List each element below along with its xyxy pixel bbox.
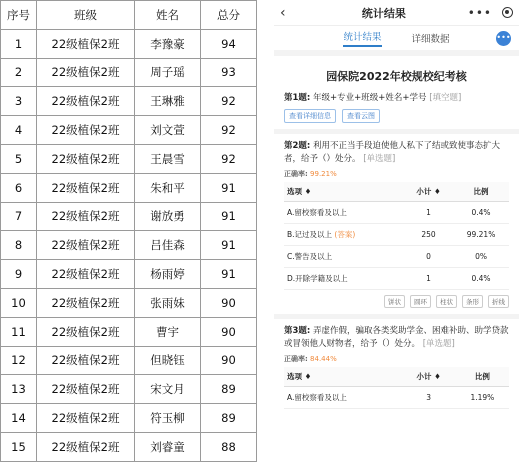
table-cell: 22级植保2班 — [37, 231, 135, 260]
table-cell: 8 — [1, 231, 37, 260]
table-cell: 1 — [1, 29, 37, 58]
option-count: 250 — [404, 224, 453, 246]
table-cell: 11 — [1, 317, 37, 346]
table-row — [1, 432, 257, 461]
q1-number: 第1题: — [284, 93, 311, 103]
table-cell: 90 — [201, 288, 257, 317]
table-cell: 22级植保2班 — [37, 375, 135, 404]
table-header-row — [1, 1, 257, 30]
table-row — [1, 231, 257, 260]
option-row — [284, 268, 509, 290]
divider — [274, 314, 519, 319]
table-cell: 14 — [1, 404, 37, 433]
nav-bar — [274, 0, 519, 26]
table-cell: 22级植保2班 — [37, 87, 135, 116]
option-ratio: 0.4% — [453, 202, 509, 224]
option-row — [284, 224, 509, 246]
table-cell: 89 — [201, 404, 257, 433]
table-cell: 22级植保2班 — [37, 202, 135, 231]
option-ratio: 99.21% — [453, 224, 509, 246]
survey-content — [274, 56, 519, 409]
table-cell: 92 — [201, 87, 257, 116]
table-cell: 宋文月 — [135, 375, 201, 404]
close-target-icon[interactable] — [502, 7, 513, 18]
table-row — [1, 87, 257, 116]
table-cell: 张雨妹 — [135, 288, 201, 317]
q2-text: 利用不正当手段迫使他人私下了结或致使事态扩大者，给予（）处分。 — [284, 141, 501, 164]
table-cell: 93 — [201, 58, 257, 87]
phone-screen — [274, 0, 519, 433]
option-label: A.留校察看及以上 — [284, 202, 404, 224]
table-row — [1, 317, 257, 346]
col-ratio: 比例 — [453, 182, 509, 202]
table-cell: 22级植保2班 — [37, 260, 135, 289]
table-cell: 符玉柳 — [135, 404, 201, 433]
q3-type: [单选题] — [422, 339, 455, 349]
table-cell: 92 — [201, 144, 257, 173]
table-cell: 杨雨婷 — [135, 260, 201, 289]
table-row — [1, 202, 257, 231]
table-row — [1, 144, 257, 173]
table-cell: 12 — [1, 346, 37, 375]
table-cell: 92 — [201, 116, 257, 145]
q1-text: 年级+专业+班级+姓名+学号 — [313, 93, 427, 103]
table-cell: 王琳雅 — [135, 87, 201, 116]
option-count: 1 — [404, 268, 453, 290]
page-title: 统计结果 — [361, 6, 406, 20]
table-cell: 22级植保2班 — [37, 29, 135, 58]
table-cell: 90 — [201, 317, 257, 346]
table-cell: 22级植保2班 — [37, 288, 135, 317]
chart-type-button[interactable]: 圆环 — [410, 295, 431, 308]
question-1 — [284, 92, 509, 105]
option-ratio: 1.19% — [456, 387, 509, 409]
table-cell: 王晨雪 — [135, 144, 201, 173]
table-cell: 90 — [201, 346, 257, 375]
col-option[interactable]: 选项 ♦ — [284, 367, 402, 387]
col-option[interactable]: 选项 ♦ — [284, 182, 404, 202]
q1-type: [填空题] — [429, 93, 462, 103]
table-cell: 5 — [1, 144, 37, 173]
q2-type: [单选题] — [363, 154, 396, 164]
divider — [274, 129, 519, 134]
table-cell: 6 — [1, 173, 37, 202]
score-table-panel — [0, 0, 256, 454]
table-cell: 10 — [1, 288, 37, 317]
table-cell: 22级植保2班 — [37, 317, 135, 346]
option-label: D.开除学籍及以上 — [284, 268, 404, 290]
table-cell: 91 — [201, 202, 257, 231]
q3-text: 弄虚作假，骗取各类奖助学金、困难补助、助学贷款或冒领他人财物者，给予（）处分。 — [284, 326, 509, 349]
table-row — [1, 58, 257, 87]
table-cell: 13 — [1, 375, 37, 404]
menu-bubble-icon[interactable]: ••• — [496, 31, 511, 46]
view-cloud-button[interactable]: 查看云图 — [342, 109, 380, 123]
q2-number: 第2题: — [284, 141, 311, 151]
table-row — [1, 116, 257, 145]
table-cell: 91 — [201, 173, 257, 202]
view-details-button[interactable]: 查看详细信息 — [284, 109, 336, 123]
table-cell: 91 — [201, 260, 257, 289]
col-ratio: 比例 — [456, 367, 509, 387]
col-count[interactable]: 小计 ♦ — [402, 367, 456, 387]
table-row — [1, 375, 257, 404]
question-2 — [284, 140, 509, 166]
q3-number: 第3题: — [284, 326, 311, 336]
table-row — [1, 346, 257, 375]
table-cell: 但晓钰 — [135, 346, 201, 375]
column-header: 班级 — [37, 1, 135, 30]
q2-options-table — [284, 182, 509, 290]
tab-stats[interactable]: 统计结果 — [343, 29, 381, 47]
table-cell: 吕佳森 — [135, 231, 201, 260]
option-ratio: 0% — [453, 246, 509, 268]
option-row — [284, 246, 509, 268]
table-cell: 2 — [1, 58, 37, 87]
option-row — [284, 202, 509, 224]
tab-bar — [274, 26, 519, 50]
table-cell: 22级植保2班 — [37, 58, 135, 87]
table-cell: 3 — [1, 87, 37, 116]
table-cell: 4 — [1, 116, 37, 145]
table-cell: 22级植保2班 — [37, 346, 135, 375]
table-cell: 9 — [1, 260, 37, 289]
option-count: 3 — [402, 387, 456, 409]
table-cell: 15 — [1, 432, 37, 461]
option-count: 1 — [404, 202, 453, 224]
chart-type-button[interactable]: 饼状 — [384, 295, 405, 308]
option-label: C.警告及以上 — [284, 246, 404, 268]
table-cell: 22级植保2班 — [37, 116, 135, 145]
score-table — [0, 0, 257, 462]
table-cell: 88 — [201, 432, 257, 461]
column-header: 姓名 — [135, 1, 201, 30]
option-label: A.留校察看及以上 — [284, 387, 402, 409]
more-icon[interactable]: ••• — [467, 5, 492, 20]
table-cell: 谢放勇 — [135, 202, 201, 231]
option-ratio: 0.4% — [453, 268, 509, 290]
option-row — [284, 387, 509, 409]
table-row — [1, 404, 257, 433]
option-count: 0 — [404, 246, 453, 268]
q3-accuracy: 正确率: 84.44% — [284, 355, 337, 363]
table-cell: 刘睿童 — [135, 432, 201, 461]
chart-type-toolbar — [284, 295, 509, 308]
table-cell: 89 — [201, 375, 257, 404]
chart-type-button[interactable]: 折线 — [488, 295, 509, 308]
table-cell: 94 — [201, 29, 257, 58]
question-3 — [284, 325, 509, 351]
table-cell: 22级植保2班 — [37, 432, 135, 461]
table-cell: 朱和平 — [135, 173, 201, 202]
table-cell: 周子瑶 — [135, 58, 201, 87]
chart-type-button[interactable]: 条形 — [462, 295, 483, 308]
option-label: B.记过及以上 (答案) — [284, 224, 404, 246]
survey-title: 园保院2022年校规校纪考核 — [326, 70, 467, 83]
q3-options-table — [284, 367, 509, 409]
table-row — [1, 260, 257, 289]
column-header: 序号 — [1, 1, 37, 30]
table-cell: 曹宇 — [135, 317, 201, 346]
table-row — [1, 29, 257, 58]
column-header: 总分 — [201, 1, 257, 30]
correct-answer-tag: (答案) — [334, 230, 356, 239]
chart-type-button[interactable]: 柱状 — [436, 295, 457, 308]
tab-details[interactable]: 详细数据 — [411, 34, 450, 45]
table-cell: 李豫豪 — [135, 29, 201, 58]
back-icon[interactable]: ‹ — [280, 4, 286, 21]
table-row — [1, 288, 257, 317]
table-row — [1, 173, 257, 202]
table-cell: 刘文萱 — [135, 116, 201, 145]
q2-accuracy: 正确率: 99.21% — [284, 170, 337, 178]
table-cell: 22级植保2班 — [37, 144, 135, 173]
col-count[interactable]: 小计 ♦ — [404, 182, 453, 202]
table-cell: 7 — [1, 202, 37, 231]
table-cell: 22级植保2班 — [37, 404, 135, 433]
table-cell: 91 — [201, 231, 257, 260]
table-cell: 22级植保2班 — [37, 173, 135, 202]
